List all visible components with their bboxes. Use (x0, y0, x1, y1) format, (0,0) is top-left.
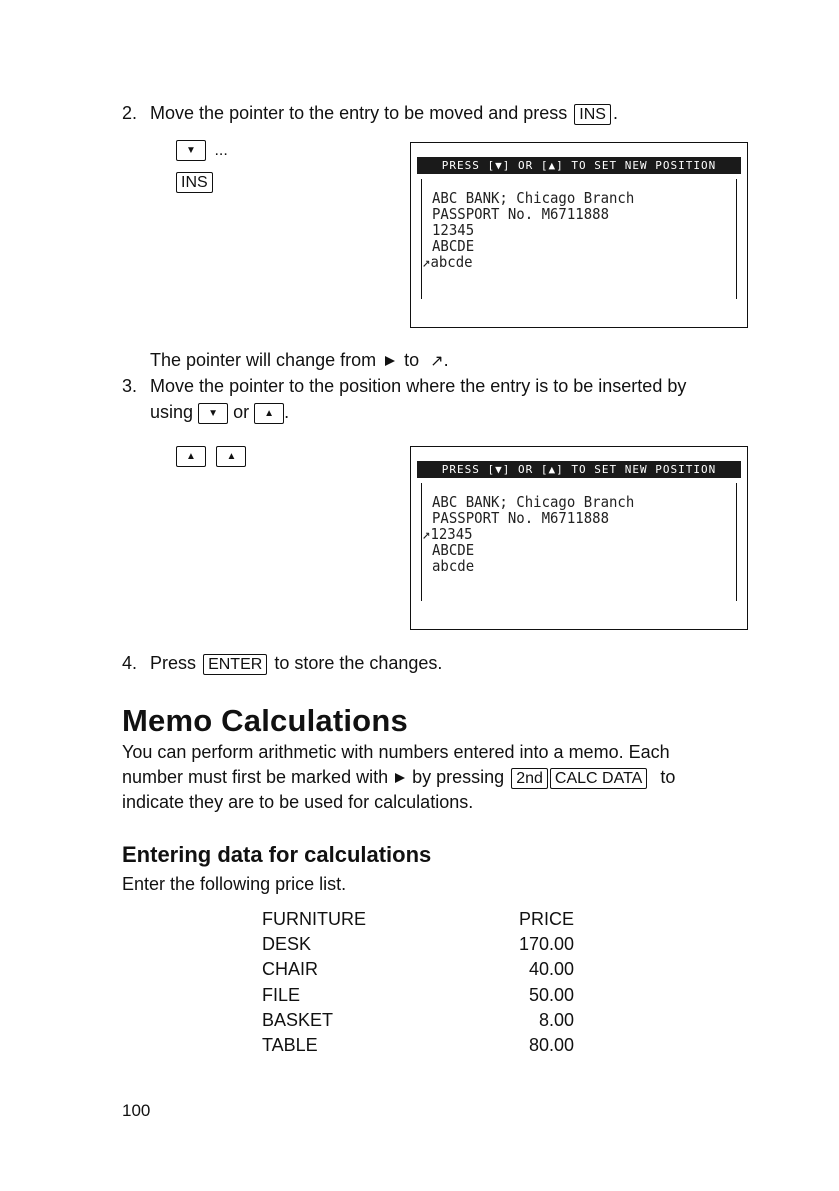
screen-line: PASSPORT No. M6711888 (432, 206, 610, 224)
lcd-screen-1 (410, 142, 748, 328)
screen-header-bar: PRESS [▼] OR [▲] TO SET NEW POSITION (417, 461, 741, 478)
enter-key: ENTER (203, 654, 267, 675)
screen-line: 12345 (432, 222, 475, 240)
step-3-keys (176, 446, 246, 467)
item-name: FILE (262, 984, 301, 1005)
section-para-line-2 (122, 765, 675, 790)
screen-pointer-line (422, 255, 473, 272)
subsection-title: Entering data for calculations (122, 842, 432, 867)
repeat-dots: ... (214, 141, 228, 159)
up-arrow-key: ▲ (254, 403, 284, 424)
section-title: Memo Calculations (122, 703, 408, 738)
page-number: 100 (122, 1101, 151, 1120)
item-price: 50.00 (528, 984, 574, 1005)
para-text: number must first be marked with (122, 767, 389, 787)
column-header: PRICE (518, 909, 574, 929)
screen-content (421, 483, 737, 601)
pointer-icon: ↗ (422, 526, 431, 544)
using-text: using (150, 402, 194, 422)
screen-line-text: 12345 (430, 526, 473, 544)
table-row (262, 983, 574, 1008)
step-number: 3. (122, 376, 138, 396)
para-text: to (660, 767, 676, 787)
screen-line-text: abcde (430, 254, 473, 272)
screen-line: ABCDE (432, 542, 475, 560)
step-text: Move the pointer to the position where the entry is to be inserted by (150, 376, 687, 396)
screen-line: PASSPORT No. M6711888 (432, 510, 610, 528)
item-price: 170.00 (518, 934, 574, 955)
pointer-diagonal-icon: ↗ (430, 353, 444, 370)
step-text: to store the changes. (274, 653, 443, 673)
step-text: Move the pointer to the entry to be moved and press (150, 103, 568, 123)
or-text: or (233, 402, 250, 422)
down-arrow-key: ▼ (198, 403, 228, 424)
para-text: by pressing (412, 767, 505, 787)
subsection-intro: Enter the following price list. (122, 874, 347, 894)
table-row (262, 957, 574, 982)
step-2-keys (176, 140, 228, 161)
table-header-row (262, 907, 574, 932)
ins-key-example-wrap (176, 172, 213, 193)
section-para-line-1: You can perform arithmetic with numbers entered into a memo. Each (122, 742, 670, 762)
down-arrow-key: ▼ (176, 140, 206, 161)
marker-triangle-icon (395, 773, 405, 783)
screen-line: ABCDE (432, 238, 475, 256)
item-name: TABLE (262, 1035, 318, 1056)
step-2-text (122, 101, 618, 126)
price-table (262, 907, 574, 1058)
screen-line: abcde (432, 558, 475, 576)
step-trail: . (284, 402, 290, 422)
up-arrow-key: ▲ (216, 446, 246, 467)
item-price: 80.00 (528, 1035, 574, 1056)
item-name: CHAIR (262, 959, 319, 980)
step-number: 2. (122, 103, 138, 123)
item-price: 8.00 (538, 1009, 574, 1030)
step-trail: . (612, 103, 618, 123)
screen-content (421, 179, 737, 299)
note-trail: . (443, 350, 449, 370)
item-name: BASKET (262, 1009, 334, 1030)
press-text: Press (150, 653, 197, 673)
step-3-line-2 (150, 400, 289, 425)
table-row (262, 1033, 574, 1058)
step-number: 4. (122, 653, 138, 673)
step-3-line-1 (122, 374, 686, 399)
table-row (262, 932, 574, 957)
2nd-key: 2nd (511, 768, 548, 789)
item-price: 40.00 (528, 959, 574, 980)
screen-line: ABC BANK; Chicago Branch (432, 190, 635, 208)
ins-key-example: INS (176, 172, 213, 193)
pointer-right-icon (385, 356, 395, 366)
pointer-change-note (150, 348, 449, 374)
note-to: to (404, 350, 420, 370)
step-4-text (122, 651, 442, 676)
screen-header-bar: PRESS [▼] OR [▲] TO SET NEW POSITION (417, 157, 741, 174)
lcd-screen-2 (410, 446, 748, 630)
section-para-line-3: indicate they are to be used for calculations. (122, 792, 474, 812)
pointer-icon: ↗ (422, 254, 431, 272)
up-arrow-key: ▲ (176, 446, 206, 467)
item-name: DESK (262, 934, 312, 955)
note-text: The pointer will change from (150, 350, 377, 370)
screen-line: ABC BANK; Chicago Branch (432, 494, 635, 512)
table-row (262, 1008, 574, 1033)
column-header: FURNITURE (262, 909, 366, 929)
calc-data-key: CALC DATA (550, 768, 647, 789)
screen-pointer-line (422, 527, 473, 544)
ins-key: INS (574, 104, 611, 125)
